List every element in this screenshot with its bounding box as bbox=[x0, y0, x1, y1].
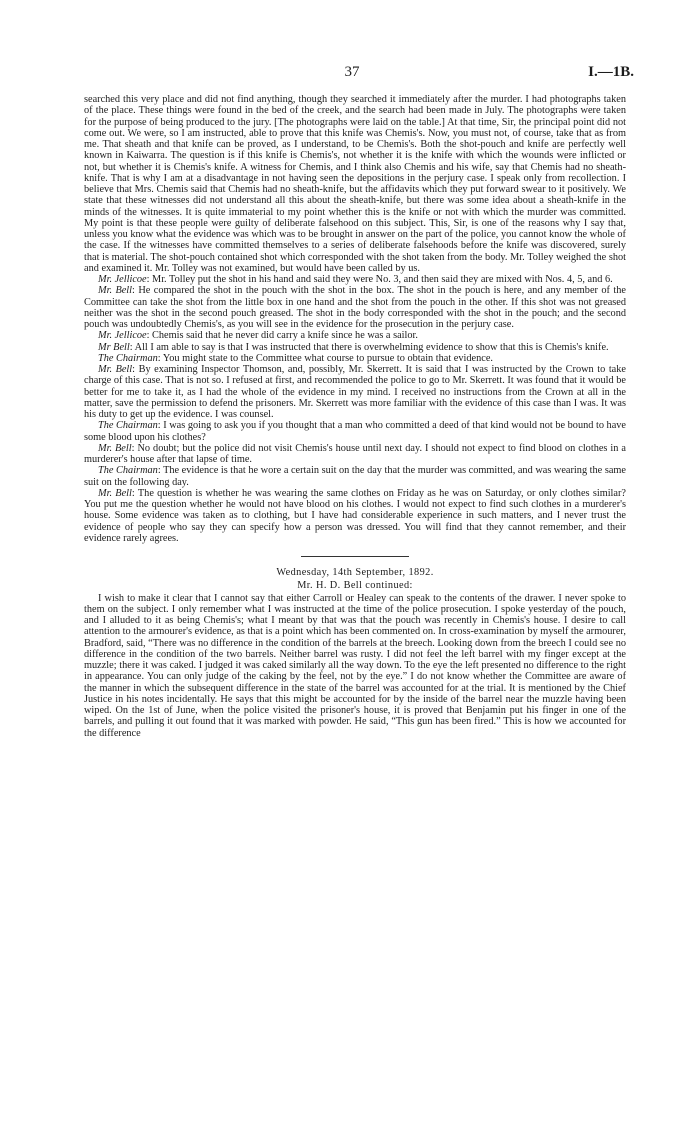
paragraph bbox=[84, 353, 626, 364]
paragraph-text: : You might state to the Committee what course to pursue to obtain that evidence. bbox=[157, 352, 493, 364]
speaker-name: Mr Bell bbox=[98, 341, 130, 353]
paragraph-text: : No doubt; but the police did not visit Chemis's house until next day. I should not expect to find blood on clothes in a murderer's house after that lapse of time. bbox=[84, 442, 626, 465]
paragraph bbox=[84, 465, 626, 488]
paragraph-text: : I was going to ask you if you thought that a man who committed a deed of that kind would not be bound to have some blood upon his clothes? bbox=[84, 420, 626, 443]
paragraph bbox=[84, 488, 626, 544]
witness-prefix: Mr. H. D. bbox=[297, 580, 344, 592]
speaker-name: Mr. Bell bbox=[98, 364, 133, 375]
date-month: September bbox=[355, 567, 403, 578]
witness-suffix: continued: bbox=[362, 580, 413, 592]
paragraph-text: : The evidence is that he wore a certain suit on the day that the murder was committed, and was wearing the same suit on the following day. bbox=[84, 465, 627, 488]
paragraph bbox=[84, 342, 626, 353]
paragraph-text: : He compared the shot in the pouch with the shot in the box. The shot in the pouch is here, and any member of the Committee can take the shot from the little box in one hand and the shot from the pouch in the other. If this shot was not greased neither was the shot in the second pouch greased. The shot in the body corresponded with the shot in the pouch; and the second pouch was undoubtedly Chemis's, as you will see in the evidence for the prosecution in the perjury case. bbox=[84, 285, 626, 330]
witness-surname: Bell bbox=[343, 580, 363, 592]
paragraph bbox=[84, 420, 626, 443]
speaker-name: The Chairman bbox=[98, 352, 158, 364]
paragraph-text: : Mr. Tolley put the shot in his hand and said they were No. 3, and then said they are mixed with Nos. 4, 5, and 6. bbox=[146, 274, 613, 285]
speaker-name: Mr. Bell bbox=[98, 442, 132, 454]
speaker-name: Mr. Jellicoe bbox=[98, 274, 147, 285]
document-body bbox=[84, 94, 626, 739]
paragraph bbox=[84, 593, 626, 739]
paragraph-text: I wish to make it clear that I cannot say that either Carroll or Healey can speak to the contents of the drawer. I never spoke to them on the subject. I only remember what I was instructed at the time of the police prosecution. I spoke yesterday of the pouch, and I alluded to it as being Chemis's; what I meant by that was that the pouch was recently in Chemis's house. I desire to call attention to the armourer's evidence, as that is a point which has been commented on. In cross-examination by myself the armourer, Bradford, said, “There was no difference in the condition of the barrels at the breech. Looking down from the breech I could see no difference in the condition of the two barrels. Neither barrel was rusty. I did not feel the left barrel with my finger except at the muzzle; there it was caked. I judged it was caked similarly all the way down. To the eye the left presented no difference to the right in appearance. You can only judge of the caking by the feel, not by the eye.” I do not know whether the Committee are aware of the manner in which the subsequent difference in the state of the barrel was accounted for at the trial. It is mentioned by the Chief Justice in his notes incidentally. He says that this might be accounted for by the inside of the barrel near the muzzle having been wiped. On the 1st of June, when the police visited the prisoner's house, it is proved that Benjamin put his finger in one of the barrels, and pulling it out found that it was marked with powder. He said, “This gun has been fired.” This is how we accounted for the difference bbox=[84, 592, 626, 739]
paragraph-text: : All I am able to say is that I was instructed that there is overwhelming evidence to show that this is Chemis's knife. bbox=[129, 341, 609, 353]
speaker-name: Mr. Jellicoe bbox=[98, 330, 147, 342]
page-number: 37 bbox=[344, 64, 360, 80]
paragraph bbox=[84, 443, 626, 466]
document-reference: I.—1B. bbox=[588, 64, 634, 80]
date-year: , 1892. bbox=[402, 567, 434, 578]
speaker-name: The Chairman bbox=[98, 420, 158, 432]
section-divider bbox=[301, 556, 409, 557]
witness-heading bbox=[84, 580, 626, 591]
paragraph-text: : By examining Inspector Thomson, and, possibly, Mr. Skerrett. It is said that I was instructed by the Crown to take charge of this case. That is not so. I refused at first, and recommended the police to go to Mr. Skerrett. It was found that it would be better for me to take it, as I had the whole of the evidence in my mind. I received no instructions from the Crown at all in the matter, save the permission to defend the prisoners. Mr. Skerrett was more familiar with the evidence of this case than I was. It was his duty to get up the evidence. I was counsel. bbox=[84, 364, 626, 420]
paragraph-text: : The question is whether he was wearing the same clothes on Friday as he was on Saturday, or only clothes similar? You put me the question whether he would not have blood on his clothes. I would not expect to find such clothes in a murderer's house. Some evidence was taken as to clothing, but I have had considerable experience in such matters, and I never trust the evidence of people who say they can specify how a person was dressed. You will find that they cannot remember, and their evidence rarely agrees. bbox=[84, 487, 626, 544]
paragraph-text: : Chemis said that he never did carry a knife since he was a sailor. bbox=[146, 330, 418, 342]
paragraph bbox=[84, 274, 626, 285]
paragraph-text: searched this very place and did not find anything, though they searched it immediately after the murder. I had photographs taken of the place. These things were found in the bed of the creek, and the search had been made in July. The photographs were taken for the purpose of being produced to the jury. [The photographs were laid on the table.] At that time, Sir, the principal point did not come out. We were, so I am instructed, able to prove that this knife was Chemis's. Now, you must not, of course, take that as from me. That sheath and that knife can be proved, as I understand, to be Chemis's. Both the shot-pouch and knife are perfectly well known in Kaiwarra. The question is if this knife is Chemis's, not whether it is the knife with which the wounds were inflicted or not, but whether it is Chemis's knife. A witness for Chemis, and I think also Chemis and his wife, say that Chemis had no sheath-knife. That is why I am at a disadvantage in not having seen the depositions in the perjury case. I speak only from recollection. I believe that Mrs. Chemis said that Chemis had no sheath-knife, but the affidavits which they put forward swear to it positively. We state that these witnesses did not understand all this about the sheath-knife, but there was some idea about a sheath-knife in the minds of the witnesses. It is quite immaterial to my point whether this is the knife or not with which the murder was committed. My point is that these people were guilty of deliberate falsehood on this subject. This, Sir, is one of the reasons why I say that, unless you know what the evidence was which was to be brought in answer on the part of the police, you cannot know the whole of the case. If the witnesses have committed themselves to a series of deliberate falsehoods before the knife was discovered, surely that is material. The shot-pouch contained shot which corresponded with the shot taken from the body. Mr. Tolley weighed the shot and examined it. Mr. Tolley was not examined, but would have been called by us. bbox=[84, 94, 626, 274]
paragraph bbox=[84, 330, 626, 341]
paragraph bbox=[84, 285, 626, 330]
speaker-name: The Chairman bbox=[98, 465, 158, 477]
date-day: 14th bbox=[332, 567, 353, 578]
speaker-name: Mr. Bell bbox=[98, 285, 133, 297]
speaker-name: Mr. Bell bbox=[98, 487, 132, 499]
paragraph bbox=[84, 94, 626, 274]
section-date: Wednesday, 14th September, 1892. bbox=[276, 567, 434, 578]
page-header bbox=[70, 64, 634, 82]
paragraph bbox=[84, 364, 626, 420]
date-weekday: Wednesday bbox=[276, 567, 327, 578]
